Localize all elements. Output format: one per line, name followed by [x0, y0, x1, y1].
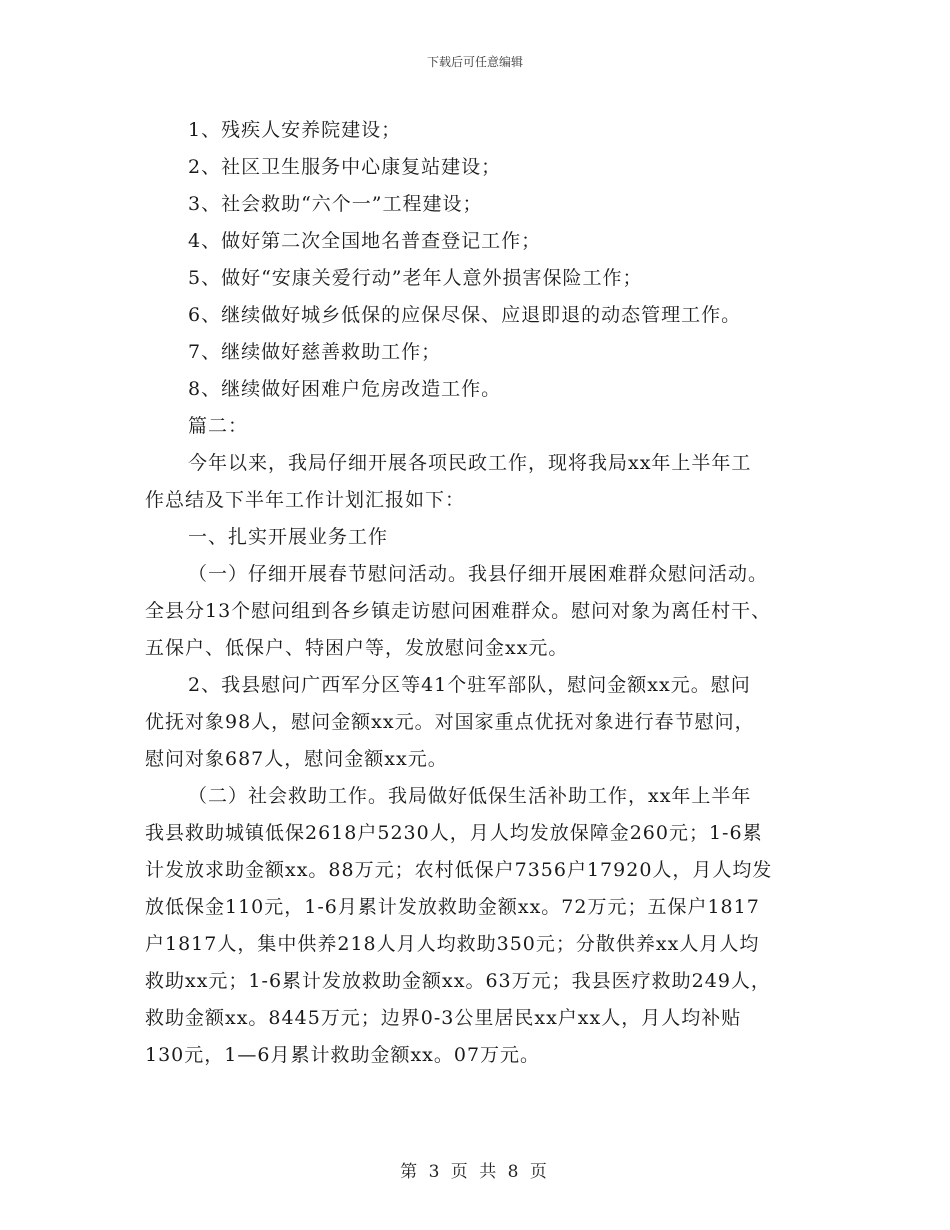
intro-line: 作总结及下半年工作计划汇报如下： [145, 489, 466, 511]
section-heading: 一、扎实开展业务工作 [188, 526, 389, 548]
paragraph-line: 优抚对象98人，慰问金额xx元。对国家重点优抚对象进行春节慰问， [145, 711, 755, 733]
paragraph-line: 2、我县慰问广西军分区等41个驻军部队，慰问金额xx元。慰问 [188, 674, 751, 696]
document-body [145, 112, 805, 1074]
list-item: 2、社区卫生服务中心康复站建设； [188, 156, 502, 178]
paragraph-line: 五保户、低保户、特困户等，发放慰问金xx元。 [145, 637, 569, 659]
paragraph-line: 放低保金110元，1-6月累计发放救助金额xx。72万元；五保户1817 [145, 896, 760, 918]
list-item: 1、残疾人安养院建设； [188, 119, 402, 141]
paragraph-line: 救助xx元；1-6累计发放救助金额xx。63万元；我县医疗救助249人， [145, 970, 771, 992]
paragraph-line: 130元，1—6月累计救助金额xx。07万元。 [145, 1044, 541, 1066]
paragraph-line: （一）仔细开展春节慰问活动。我县仔细开展困难群众慰问活动。 [188, 563, 769, 585]
paragraph-line: 慰问对象687人，慰问金额xx元。 [145, 748, 448, 770]
paragraph-line: 我县救助城镇低保2618户5230人，月人均发放保障金260元；1-6累 [145, 822, 763, 844]
list-item: 4、做好第二次全国地名普查登记工作； [188, 230, 542, 252]
page-number: 第 3 页 共 8 页 [400, 1162, 550, 1182]
intro-line: 今年以来，我局仔细开展各项民政工作，现将我局xx年上半年工 [188, 452, 752, 474]
paragraph-line: 全县分13个慰问组到各乡镇走访慰问困难群众。慰问对象为离任村干、 [145, 600, 772, 622]
paragraph-line: 户1817人，集中供养218人月人均救助350元；分散供养xx人月人均 [145, 933, 760, 955]
page-header-note: 下载后可任意编辑 [426, 55, 523, 69]
list-item: 3、社会救助“六个一”工程建设； [188, 193, 483, 215]
list-item: 5、做好“安康关爱行动”老年人意外损害保险工作； [188, 267, 643, 289]
paragraph-line: （二）社会救助工作。我局做好低保生活补助工作，xx年上半年 [188, 785, 752, 807]
list-item: 6、继续做好城乡低保的应保尽保、应退即退的动态管理工作。 [188, 304, 742, 326]
section-title: 篇二： [188, 415, 249, 437]
list-item: 8、继续做好困难户危房改造工作。 [188, 378, 502, 400]
paragraph-line: 救助金额xx。8445万元；边界0-3公里居民xx户xx人，月人均补贴 [145, 1007, 742, 1029]
list-item: 7、继续做好慈善救助工作； [188, 341, 442, 363]
paragraph-line: 计发放求助金额xx。88万元；农村低保户7356户17920人，月人均发 [145, 859, 773, 881]
task-list [145, 112, 805, 445]
